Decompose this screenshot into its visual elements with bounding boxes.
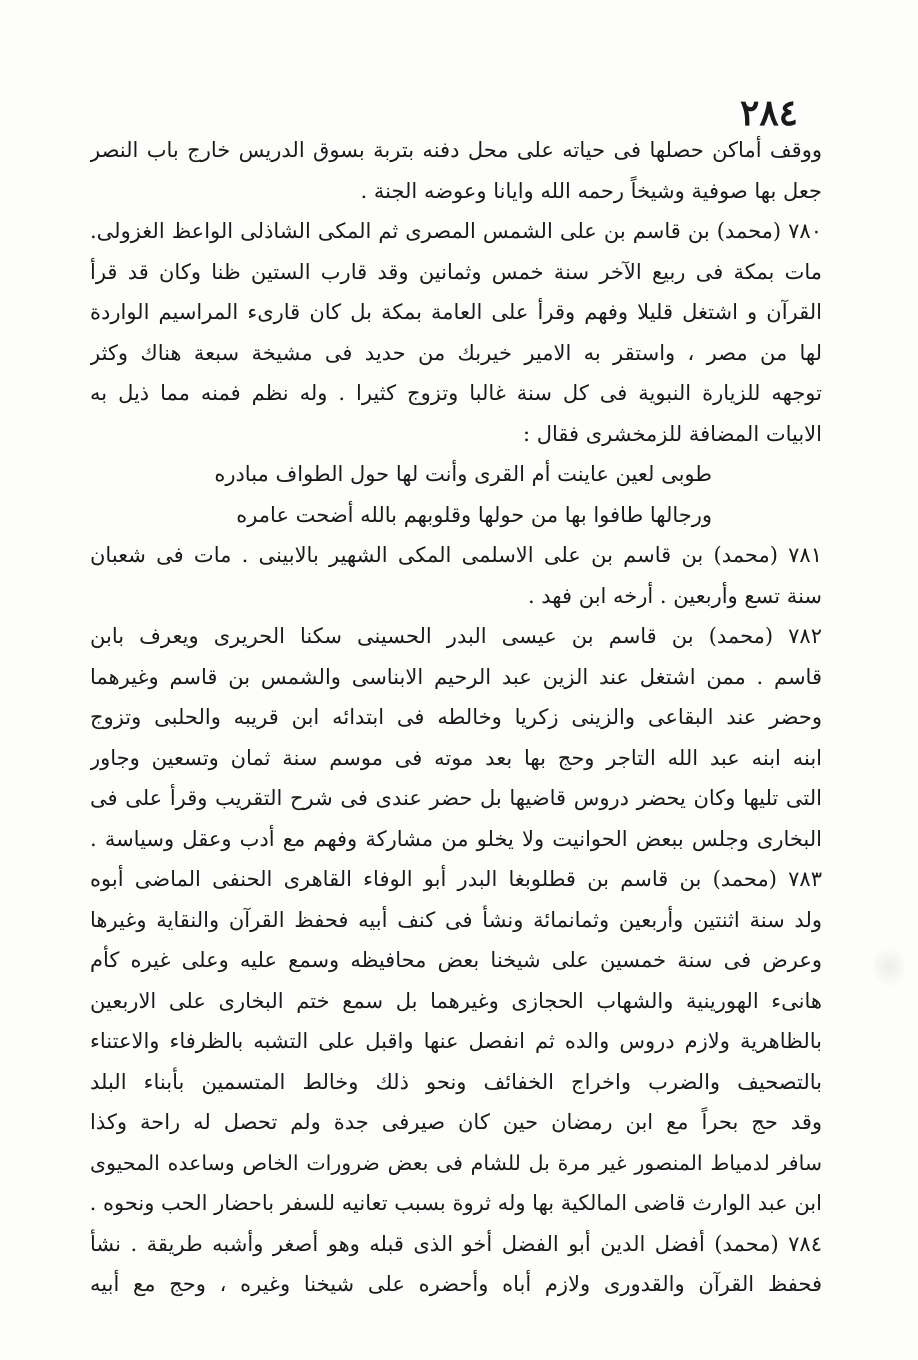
text-line: بالتصحيف والضرب واخراج الخفائف ونحو ذلك وخالط المتسمين بأبناء البلد: [90, 1069, 822, 1094]
text-line: لها من مصر ، واستقر به الامير خيربك من حديد فى مشيخة سبعة هناك وكثر: [90, 340, 822, 365]
faint-stamp-mark: [874, 948, 904, 986]
text-line: قاسم . ممن اشتغل عند الزين عبد الرحيم الابناسى والشمس بن قاسم وغيرهما: [90, 664, 822, 689]
text-line: توجهه للزيارة النبوية فى كل سنة غالبا وتزوج كثيرا . وله نظم فمنه مما ذيل به: [90, 381, 822, 405]
text-line: ووقف أماكن حصلها فى حياته على محل دفنه بتربة بسوق الدريس خارج باب النصر: [90, 138, 822, 162]
text-line: وقد حج بحراً مع ابن رمضان حين كان صيرفى جدة ولم تحصل له راحة وكذا: [90, 1110, 822, 1134]
entry-781-line: ٧٨١ (محمد) بن قاسم بن على الاسلمى المكى الشهير بالابينى . مات فى شعبان: [90, 543, 822, 567]
entry-780-line: ٧٨٠ (محمد) بن قاسم بن على الشمس المصرى ثم المكى الشاذلى الواعظ الغزولى.: [90, 219, 822, 243]
entry-784-line: ٧٨٤ (محمد) أفضل الدين أبو الفضل أخو الذى قبله وهو أصغر وأشبه طريقة . نشأ: [90, 1231, 822, 1256]
text-line: وعرض فى سنة خمسين على شيخنا بعض محافيظه وسمع عليه وعلى غيره كأم: [90, 948, 822, 972]
text-line: وحضر عند البقاعى والزينى زكريا وخالطه فى ابتدائه ابن قريبه والحلبى وتزوج: [90, 705, 822, 729]
body-text: [90, 130, 822, 1305]
text-line: ولد سنة اثنتين وأربعين وثمانمائة ونشأ فى كنف أبيه فحفظ القرآن والنقاية وغيرها: [90, 907, 822, 932]
page-number: ٢٨٤: [739, 92, 798, 134]
text-line: بالظاهرية ولازم دروس والده ثم انفصل عنها واقبل على التشبه بالظرفاء والاعتناء: [90, 1029, 822, 1053]
text-line: التى تليها وكان يحضر دروس قاضيها بل حضر عندى فى شرح التقريب وقرأ على فى: [90, 786, 822, 810]
text-line: البخارى وجلس ببعض الحوانيت ولا يخلو من مشاركة وفهم مع أدب وعقل وسياسة .: [90, 826, 822, 851]
text-line: الابيات المضافة للزمخشرى فقال :: [522, 421, 822, 446]
text-line: فحفظ القرآن والقدورى ولازم أباه وأحضره على شيخنا وغيره ، وحج مع أبيه: [90, 1272, 822, 1296]
text-line: سافر لدمياط المنصور غير مرة بل للشام فى بعض ضرورات الخاص وساعده المحيوى: [90, 1150, 822, 1175]
entry-783-line: ٧٨٣ (محمد) بن قاسم بن قطلوبغا البدر أبو الوفاء القاهرى الحنفى الماضى أبوه: [90, 867, 822, 891]
text-line: ابنه ابنه عبد الله التاجر وحج بها بعد موته فى موسم سنة ثمان وتسعين وجاور: [90, 745, 822, 770]
text-line: مات بمكة فى ربيع الآخر سنة خمس وثمانين وقد قارب الستين ظنا وكان قد قرأ: [90, 259, 822, 284]
verse-line: طوبى لعين عاينت أم القرى وأنت لها حول الطواف مبادره: [214, 462, 712, 486]
verse-line: ورجالها طافوا بها من حولها وقلوبهم بالله أضحت عامره: [236, 502, 712, 527]
entry-782-line: ٧٨٢ (محمد) بن قاسم بن عيسى البدر الحسينى سكنا الحريرى ويعرف بابن: [90, 624, 822, 648]
text-line: القرآن و اشتغل قليلا وفهم وقرأ على العامة بمكة بل كان قارىء المراسيم الواردة: [90, 300, 822, 324]
text-line: سنة تسع وأربعين . أرخه ابن فهد .: [527, 583, 822, 608]
text-line: هانىء الهورينية والشهاب الحجازى وغيرهما بل سمع ختم البخارى على الاربعين: [90, 988, 822, 1013]
text-line: جعل بها صوفية وشيخاً رحمه الله وايانا وعوضه الجنة .: [360, 178, 822, 203]
text-line: ابن عبد الوارث قاضى المالكية بها وله ثروة بسبب تعانيه للسفر باحضار الحب ونحوه .: [90, 1191, 822, 1215]
